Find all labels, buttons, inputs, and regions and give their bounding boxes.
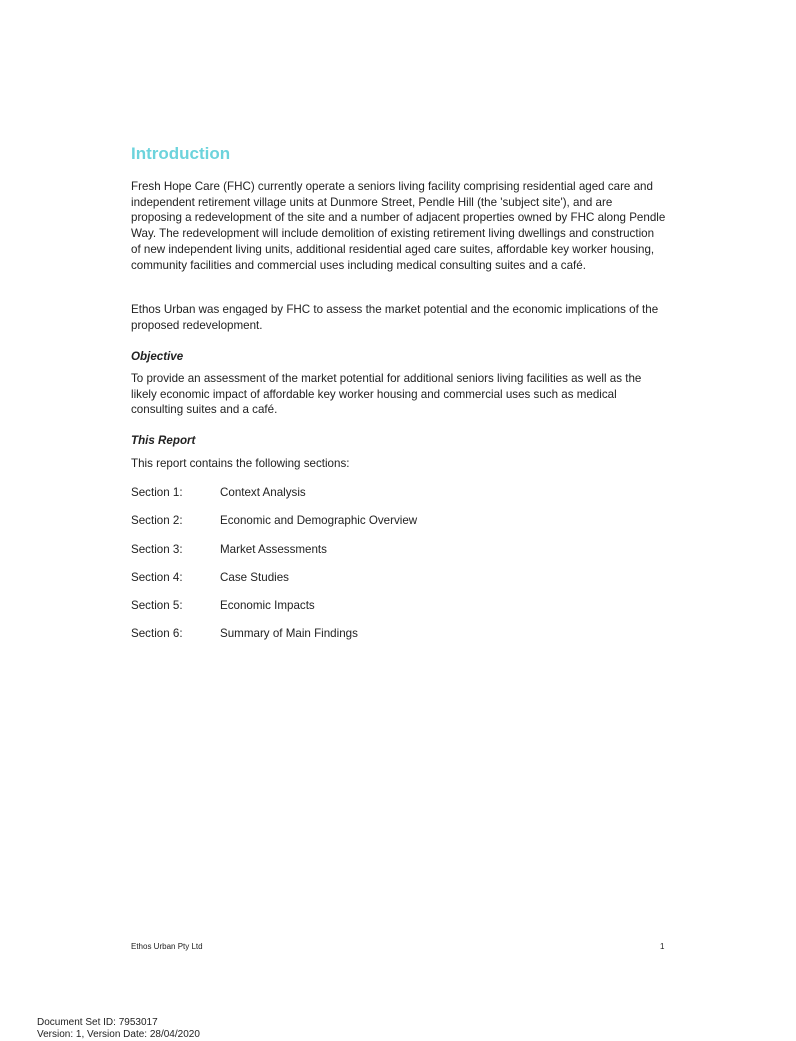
document-set-id: Document Set ID: 7953017: [37, 1017, 158, 1028]
this-report-heading: This Report: [131, 434, 196, 447]
footer-company: Ethos Urban Pty Ltd: [131, 942, 203, 951]
section-number: Section 4:: [131, 570, 183, 584]
section-title: Summary of Main Findings: [220, 627, 358, 641]
intro-paragraph-1: Fresh Hope Care (FHC) currently operate a seniors living facility comprising residential aged care and independent retirement village units at Dunmore Street, Pendle Hill (the 'subject site'), and are proposing a redevelopment of the site and a number of adjacent properties owned by FHC along Pendle Way. The redevelopment will include demolition of existing retirement living dwellings and construction of new independent living units, additional residential aged care suites, affordable key worker housing, community facilities and commercial uses including medical consulting suites and a café.: [131, 180, 666, 272]
section-title: Context Analysis: [220, 486, 306, 499]
section-number: Section 2:: [131, 514, 183, 528]
section-list: [131, 485, 417, 655]
section-item: [131, 626, 417, 654]
section-title: Economic Impacts: [220, 599, 315, 613]
section-item: [131, 570, 417, 598]
section-item: [131, 542, 417, 570]
document-stamp: [37, 1017, 200, 1041]
section-item: [131, 513, 417, 541]
section-title: Market Assessments: [220, 542, 327, 556]
section-title: Economic and Demographic Overview: [220, 514, 418, 528]
this-report-intro: This report contains the following sections:: [131, 457, 350, 470]
section-number: Section 6:: [131, 627, 183, 641]
section-number: Section 3:: [131, 542, 183, 556]
objective-heading: Objective: [131, 350, 184, 363]
objective-paragraph: To provide an assessment of the market potential for additional seniors living facilities as well as the likely economic impact of affordable key worker housing and commercial uses such as medical consulting suites and a café.: [131, 372, 642, 417]
section-number: Section 5:: [131, 599, 183, 613]
page-title: Introduction: [131, 144, 231, 163]
section-title: Case Studies: [220, 570, 289, 584]
intro-paragraph-2: Ethos Urban was engaged by FHC to assess the market potential and the economic implications of the proposed redevelopment.: [131, 303, 659, 332]
section-item: [131, 485, 417, 513]
document-version: Version: 1, Version Date: 28/04/2020: [37, 1029, 200, 1040]
footer-page-number: 1: [660, 942, 665, 951]
section-number: Section 1:: [131, 486, 183, 499]
section-item: [131, 598, 417, 626]
